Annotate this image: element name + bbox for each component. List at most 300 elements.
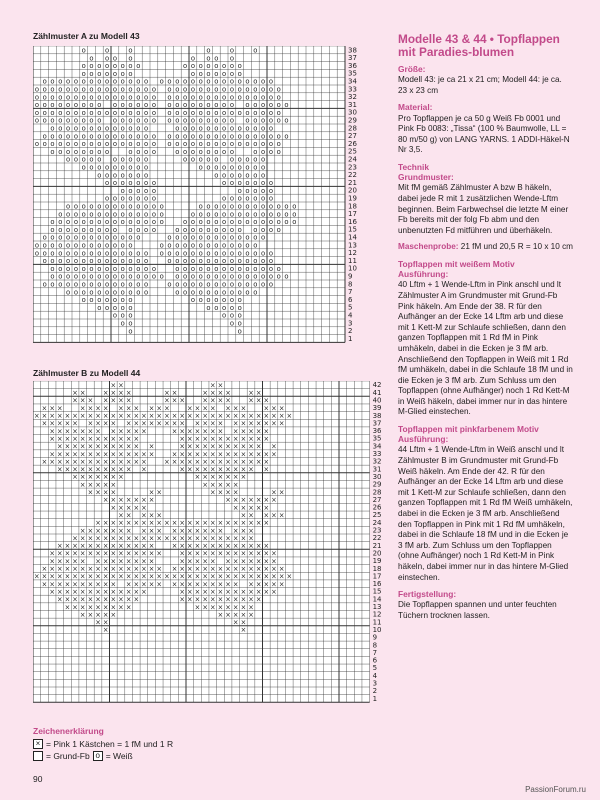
- chart-a-stitch: o: [175, 77, 180, 86]
- chart-b-stitch: ×: [118, 534, 124, 543]
- chart-a-row-number: 1: [348, 334, 353, 343]
- chart-a-stitch: o: [175, 257, 180, 266]
- chart-b-stitch: ×: [72, 473, 78, 482]
- chart-a-stitch: o: [237, 280, 242, 289]
- chart-b-stitch: ×: [156, 534, 163, 543]
- chart-a-stitch: o: [167, 85, 172, 94]
- chart-a-stitch: o: [237, 186, 242, 195]
- chart-b-stitch: ×: [248, 519, 254, 528]
- chart-b-stitch: ×: [232, 519, 239, 528]
- chart-a-stitch: o: [190, 54, 195, 63]
- chart-b-stitch: ×: [255, 389, 262, 398]
- chart-b-stitch: ×: [95, 549, 101, 558]
- chart-b-stitch: ×: [79, 412, 86, 421]
- chart-b-stitch: ×: [79, 572, 86, 581]
- chart-a-stitch: o: [229, 163, 234, 172]
- chart-b-stitch: ×: [271, 442, 277, 451]
- chart-b-stitch: ×: [240, 427, 247, 436]
- chart-a-stitch: o: [73, 202, 78, 211]
- chart-b-stitch: ×: [79, 404, 86, 413]
- chart-a-stitch: o: [190, 249, 195, 258]
- chart-a-stitch: o: [42, 93, 47, 102]
- chart-b-stitch: ×: [56, 587, 63, 596]
- chart-a-stitch: o: [66, 280, 71, 289]
- chart-a-stitch: o: [222, 124, 227, 133]
- chart-b-stitch: ×: [87, 473, 94, 482]
- chart-a-stitch: o: [144, 257, 149, 266]
- chart-b-stitch: ×: [232, 450, 239, 459]
- chart-a-stitch: o: [128, 288, 133, 297]
- chart-b-stitch: ×: [79, 542, 86, 551]
- chart-b-stitch: ×: [217, 412, 224, 421]
- chart-a-stitch: o: [81, 264, 86, 273]
- chart-a-stitch: o: [144, 155, 149, 164]
- chart-b-stitch: ×: [125, 427, 132, 436]
- chart-b-stitch: ×: [125, 549, 132, 558]
- chart-a-stitch: o: [112, 140, 117, 149]
- chart-b-row-number: 14: [372, 595, 382, 604]
- chart-a-stitch: o: [222, 202, 227, 211]
- chart-a-stitch: o: [237, 225, 242, 234]
- chart-a-row-number: 33: [348, 85, 357, 94]
- chart-b-stitch: ×: [110, 542, 117, 551]
- chart-b-stitch: ×: [64, 442, 71, 451]
- chart-b-stitch: ×: [217, 542, 224, 551]
- chart-a-stitch: o: [89, 257, 94, 266]
- chart-b-stitch: ×: [202, 404, 208, 413]
- legend-blank-text: = Grund-Fb: [46, 751, 90, 761]
- chart-b-stitch: ×: [118, 465, 124, 474]
- chart-a-stitch: o: [253, 272, 258, 281]
- chart-a-row-number: 32: [348, 93, 357, 102]
- chart-a-stitch: o: [276, 218, 281, 227]
- chart-b-stitch: ×: [79, 450, 86, 459]
- chart-b-stitch: ×: [110, 412, 117, 421]
- chart-a-stitch: o: [89, 210, 94, 219]
- chart-b-stitch: ×: [217, 595, 224, 604]
- chart-b-stitch: ×: [263, 396, 270, 405]
- chart-a-stitch: o: [58, 124, 63, 133]
- chart-b-stitch: ×: [133, 404, 140, 413]
- chart-a-stitch: o: [245, 249, 250, 258]
- chart-b-stitch: ×: [194, 519, 201, 528]
- chart-b-stitch: ×: [72, 450, 78, 459]
- legend-title: Zeichenerklärung: [33, 726, 104, 736]
- chart-a-stitch: o: [144, 108, 149, 117]
- chart-b-stitch: ×: [232, 542, 239, 551]
- chart-b-stitch: ×: [95, 457, 101, 466]
- chart-b-stitch: ×: [202, 419, 208, 428]
- chart-a-stitch: o: [229, 101, 234, 110]
- chart-a-row-number: 14: [348, 233, 357, 242]
- chart-b-stitch: ×: [133, 519, 140, 528]
- chart-b-stitch: ×: [87, 434, 94, 443]
- chart-a-stitch: o: [42, 233, 47, 242]
- chart-b-stitch: ×: [217, 526, 224, 535]
- chart-b-stitch: ×: [194, 603, 201, 612]
- chart-a-stitch: o: [276, 210, 281, 219]
- chart-a-stitch: o: [268, 93, 273, 102]
- chart-b-stitch: ×: [232, 434, 239, 443]
- chart-b-stitch: ×: [248, 557, 254, 566]
- chart-a-stitch: o: [50, 264, 55, 273]
- chart-b-stitch: ×: [240, 610, 247, 619]
- chart-b-row-number: 17: [372, 572, 382, 581]
- chart-b-stitch: ×: [95, 572, 101, 581]
- chart-b-stitch: ×: [64, 419, 71, 428]
- chart-b-stitch: ×: [232, 496, 239, 505]
- chart-b-stitch: ×: [187, 526, 193, 535]
- chart-b-stitch: ×: [102, 603, 109, 612]
- chart-b-stitch: ×: [156, 572, 163, 581]
- chart-b-stitch: ×: [179, 572, 185, 581]
- chart-a-stitch: o: [206, 202, 211, 211]
- chart-b-stitch: ×: [278, 488, 285, 497]
- watermark: PassionForum.ru: [525, 785, 586, 794]
- chart-a-stitch: o: [214, 272, 219, 281]
- chart-a-stitch: o: [175, 101, 180, 110]
- chart-b-stitch: ×: [271, 412, 277, 421]
- chart-b-stitch: ×: [240, 496, 247, 505]
- chart-a-stitch: o: [136, 218, 141, 227]
- chart-a-stitch: o: [128, 257, 133, 266]
- chart-a-stitch: o: [237, 179, 242, 188]
- chart-b-stitch: ×: [232, 473, 239, 482]
- chart-a-row-number: 22: [348, 171, 357, 180]
- chart-b-stitch: ×: [79, 457, 86, 466]
- chart-a-stitch: o: [229, 210, 234, 219]
- chart-b-stitch: ×: [79, 473, 86, 482]
- chart-a-stitch: o: [198, 288, 203, 297]
- chart-a-stitch: o: [42, 257, 47, 266]
- chart-a-stitch: o: [214, 210, 219, 219]
- chart-b-stitch: ×: [72, 412, 78, 421]
- chart-a-stitch: o: [253, 179, 258, 188]
- chart-a-stitch: o: [136, 93, 141, 102]
- chart-b-stitch: ×: [232, 465, 239, 474]
- chart-b-stitch: ×: [217, 389, 224, 398]
- chart-b-stitch: ×: [209, 572, 216, 581]
- chart-b-stitch: ×: [95, 480, 101, 489]
- chart-b-stitch: ×: [263, 404, 270, 413]
- chart-b-stitch: ×: [240, 419, 247, 428]
- chart-b-stitch: ×: [240, 557, 247, 566]
- chart-b-stitch: ×: [141, 549, 147, 558]
- chart-b-stitch: ×: [49, 434, 55, 443]
- chart-a-stitch: o: [245, 140, 250, 149]
- chart-a-stitch: o: [222, 272, 227, 281]
- chart-a-stitch: o: [198, 69, 203, 78]
- chart-a-stitch: o: [136, 272, 141, 281]
- chart-b-stitch: ×: [232, 595, 239, 604]
- chart-a-stitch: o: [58, 108, 63, 117]
- chart-b-stitch: ×: [95, 603, 101, 612]
- chart-a-stitch: o: [253, 171, 258, 180]
- chart-a-stitch: o: [50, 249, 55, 258]
- chart-a-stitch: o: [97, 155, 102, 164]
- chart-a-stitch: o: [222, 62, 227, 71]
- chart-a-stitch: o: [237, 288, 242, 297]
- chart-a-row-number: 10: [348, 264, 357, 273]
- chart-a-stitch: o: [81, 147, 86, 156]
- chart-a-stitch: o: [198, 249, 203, 258]
- chart-a-row-number: 24: [348, 155, 357, 164]
- chart-b-stitch: ×: [141, 496, 147, 505]
- chart-a-stitch: o: [206, 46, 211, 55]
- chart-a-stitch: o: [34, 93, 39, 102]
- chart-a-stitch: o: [222, 280, 227, 289]
- chart-b-stitch: ×: [248, 427, 254, 436]
- chart-a-stitch: o: [97, 241, 102, 250]
- chart-a-stitch: o: [128, 296, 133, 305]
- chart-b-stitch: ×: [95, 595, 101, 604]
- chart-a-stitch: o: [120, 93, 125, 102]
- chart-b-stitch: ×: [255, 496, 262, 505]
- chart-a-stitch: o: [97, 210, 102, 219]
- chart-b-row-number: 26: [372, 503, 382, 512]
- chart-a-stitch: o: [276, 225, 281, 234]
- chart-a-stitch: o: [237, 319, 242, 328]
- chart-a-stitch: o: [66, 218, 71, 227]
- chart-b-stitch: ×: [133, 442, 140, 451]
- chart-b-stitch: ×: [240, 511, 247, 520]
- chart-a-row-number: 20: [348, 186, 357, 195]
- chart-a-stitch: o: [128, 194, 133, 203]
- chart-a-stitch: o: [253, 225, 258, 234]
- chart-b-row-number: 19: [372, 557, 382, 566]
- chart-a-stitch: o: [214, 116, 219, 125]
- chart-b-stitch: ×: [56, 572, 63, 581]
- chart-a-stitch: o: [50, 132, 55, 141]
- chart-a-stitch: o: [97, 264, 102, 273]
- chart-a-stitch: o: [229, 249, 234, 258]
- chart-a-stitch: o: [50, 233, 55, 242]
- chart-a-stitch: o: [66, 101, 71, 110]
- chart-b-stitch: ×: [133, 565, 140, 574]
- chart-b-stitch: ×: [102, 473, 109, 482]
- chart-a-stitch: o: [276, 264, 281, 273]
- chart-b-stitch: ×: [118, 565, 124, 574]
- chart-a-stitch: o: [58, 272, 63, 281]
- chart-b-stitch: ×: [118, 526, 124, 535]
- chart-b-stitch: ×: [110, 549, 117, 558]
- legend-pink-row: [33, 739, 173, 749]
- chart-a-stitch: o: [167, 132, 172, 141]
- chart-a-stitch: o: [175, 140, 180, 149]
- chart-a-stitch: o: [245, 93, 250, 102]
- chart-a-stitch: o: [229, 288, 234, 297]
- chart-a-stitch: o: [58, 225, 63, 234]
- chart-b-stitch: ×: [209, 442, 216, 451]
- chart-a-stitch: o: [50, 77, 55, 86]
- chart-b-stitch: ×: [286, 412, 293, 421]
- chart-b-row-number: 38: [372, 411, 382, 420]
- chart-b-stitch: ×: [87, 488, 94, 497]
- chart-a-stitch: o: [206, 241, 211, 250]
- chart-b-stitch: ×: [110, 580, 117, 589]
- chart-b-stitch: ×: [118, 427, 124, 436]
- chart-b-stitch: ×: [263, 465, 270, 474]
- technik-heading: Technik: [398, 161, 430, 172]
- chart-b-stitch: ×: [72, 565, 78, 574]
- chart-b-stitch: ×: [79, 427, 86, 436]
- chart-a-stitch: o: [229, 264, 234, 273]
- chart-a-stitch: o: [253, 233, 258, 242]
- chart-b-stitch: ×: [240, 603, 247, 612]
- chart-b-stitch: ×: [209, 549, 216, 558]
- chart-b-stitch: ×: [217, 396, 224, 405]
- chart-b-stitch: ×: [194, 526, 201, 535]
- chart-a-stitch: o: [81, 140, 86, 149]
- chart-b-stitch: ×: [110, 488, 117, 497]
- chart-b-stitch: ×: [240, 519, 247, 528]
- chart-a-stitch: o: [120, 124, 125, 133]
- chart-b-stitch: ×: [209, 488, 216, 497]
- chart-b-stitch: ×: [56, 549, 63, 558]
- chart-b-stitch: ×: [202, 442, 208, 451]
- chart-b-stitch: ×: [271, 549, 277, 558]
- chart-a-stitch: o: [206, 116, 211, 125]
- chart-b-stitch: ×: [87, 457, 94, 466]
- chart-a-stitch: o: [175, 147, 180, 156]
- chart-a-stitch: o: [81, 272, 86, 281]
- chart-a-stitch: o: [268, 101, 273, 110]
- chart-a-stitch: o: [42, 249, 47, 258]
- chart-b-stitch: ×: [179, 427, 185, 436]
- chart-b-stitch: ×: [248, 572, 254, 581]
- chart-a-stitch: o: [136, 85, 141, 94]
- chart-a-stitch: o: [112, 233, 117, 242]
- chart-a-stitch: o: [151, 210, 156, 219]
- chart-b-stitch: ×: [141, 542, 147, 551]
- chart-b-row-number: 23: [372, 526, 382, 535]
- chart-b-stitch: ×: [194, 572, 201, 581]
- chart-b-stitch: ×: [156, 565, 163, 574]
- chart-a-stitch: o: [128, 77, 133, 86]
- chart-a-stitch: o: [105, 249, 110, 258]
- chart-b-stitch: ×: [102, 396, 109, 405]
- chart-b-stitch: ×: [141, 557, 147, 566]
- chart-b-stitch: ×: [202, 480, 208, 489]
- chart-b-row-number: 24: [372, 518, 382, 527]
- chart-b-stitch: ×: [240, 526, 247, 535]
- chart-a-stitch: o: [229, 108, 234, 117]
- chart-b-stitch: ×: [87, 572, 94, 581]
- chart-a-stitch: o: [112, 179, 117, 188]
- chart-b-stitch: ×: [102, 450, 109, 459]
- chart-b-stitch: ×: [187, 595, 193, 604]
- chart-b-stitch: ×: [87, 595, 94, 604]
- chart-b-stitch: ×: [240, 565, 247, 574]
- chart-a-stitch: o: [222, 147, 227, 156]
- chart-b-stitch: ×: [164, 572, 170, 581]
- chart-b-stitch: ×: [232, 412, 239, 421]
- chart-b-stitch: ×: [225, 488, 231, 497]
- chart-a-stitch: o: [50, 116, 55, 125]
- chart-b-row-number: 6: [372, 656, 378, 665]
- chart-a-stitch: o: [159, 249, 164, 258]
- chart-a-stitch: o: [105, 132, 110, 141]
- chart-a-stitch: o: [284, 272, 289, 281]
- chart-b-stitch: ×: [102, 480, 109, 489]
- chart-a-stitch: o: [183, 233, 188, 242]
- chart-a-stitch: o: [128, 202, 133, 211]
- chart-b-stitch: ×: [248, 503, 254, 512]
- chart-b-stitch: ×: [95, 565, 101, 574]
- chart-a-stitch: o: [261, 101, 266, 110]
- chart-a-stitch: o: [183, 77, 188, 86]
- chart-a-stitch: o: [128, 186, 133, 195]
- chart-a-stitch: o: [253, 202, 258, 211]
- chart-a-stitch: o: [136, 62, 141, 71]
- chart-b-stitch: ×: [240, 434, 247, 443]
- chart-b-stitch: ×: [248, 419, 254, 428]
- chart-a-stitch: o: [66, 124, 71, 133]
- chart-b-stitch: ×: [225, 396, 231, 405]
- chart-a-stitch: o: [284, 218, 289, 227]
- chart-b-stitch: ×: [125, 519, 132, 528]
- chart-a-stitch: o: [229, 46, 234, 55]
- chart-b-stitch: ×: [72, 580, 78, 589]
- chart-a-stitch: o: [268, 194, 273, 203]
- chart-a-stitch: o: [58, 280, 63, 289]
- chart-b-stitch: ×: [156, 580, 163, 589]
- chart-b-stitch: ×: [179, 465, 185, 474]
- chart-b-stitch: ×: [278, 511, 285, 520]
- chart-a-stitch: o: [151, 85, 156, 94]
- chart-b-stitch: ×: [102, 580, 109, 589]
- chart-b-stitch: ×: [125, 503, 132, 512]
- chart-b-row-number: 41: [372, 388, 382, 397]
- chart-a-row-number: 3: [348, 319, 353, 328]
- chart-b-stitch: ×: [102, 595, 109, 604]
- chart-a-stitch: o: [229, 171, 234, 180]
- chart-b-stitch: ×: [171, 457, 178, 466]
- chart-a-stitch: o: [112, 194, 117, 203]
- chart-a-stitch: o: [128, 69, 133, 78]
- chart-b-stitch: ×: [141, 511, 147, 520]
- maschenprobe-para: [398, 242, 573, 253]
- chart-a-stitch: o: [198, 124, 203, 133]
- chart-a-stitch: o: [128, 280, 133, 289]
- chart-b-stitch: ×: [217, 442, 224, 451]
- chart-a-stitch: o: [237, 272, 242, 281]
- chart-b-stitch: ×: [202, 587, 208, 596]
- chart-a-stitch: o: [253, 108, 258, 117]
- chart-a-stitch: o: [214, 241, 219, 250]
- chart-a-row-number: 19: [348, 194, 357, 203]
- chart-b-stitch: ×: [232, 404, 239, 413]
- chart-a-stitch: o: [66, 140, 71, 149]
- chart-a-stitch: o: [175, 116, 180, 125]
- chart-b-stitch: ×: [41, 404, 48, 413]
- chart-b-stitch: ×: [102, 610, 109, 619]
- chart-a-stitch: o: [66, 77, 71, 86]
- chart-a-row-number: 15: [348, 225, 357, 234]
- chart-a-stitch: o: [261, 233, 266, 242]
- chart-b-stitch: ×: [171, 519, 178, 528]
- chart-a-stitch: o: [206, 264, 211, 273]
- chart-a-stitch: o: [261, 225, 266, 234]
- chart-a-stitch: o: [120, 77, 125, 86]
- chart-b-stitch: ×: [263, 457, 270, 466]
- chart-b-stitch: ×: [202, 412, 208, 421]
- chart-b-stitch: ×: [133, 419, 140, 428]
- chart-a-stitch: o: [253, 163, 258, 172]
- chart-b-stitch: ×: [95, 488, 101, 497]
- chart-b-stitch: ×: [95, 534, 101, 543]
- chart-a-stitch: o: [206, 69, 211, 78]
